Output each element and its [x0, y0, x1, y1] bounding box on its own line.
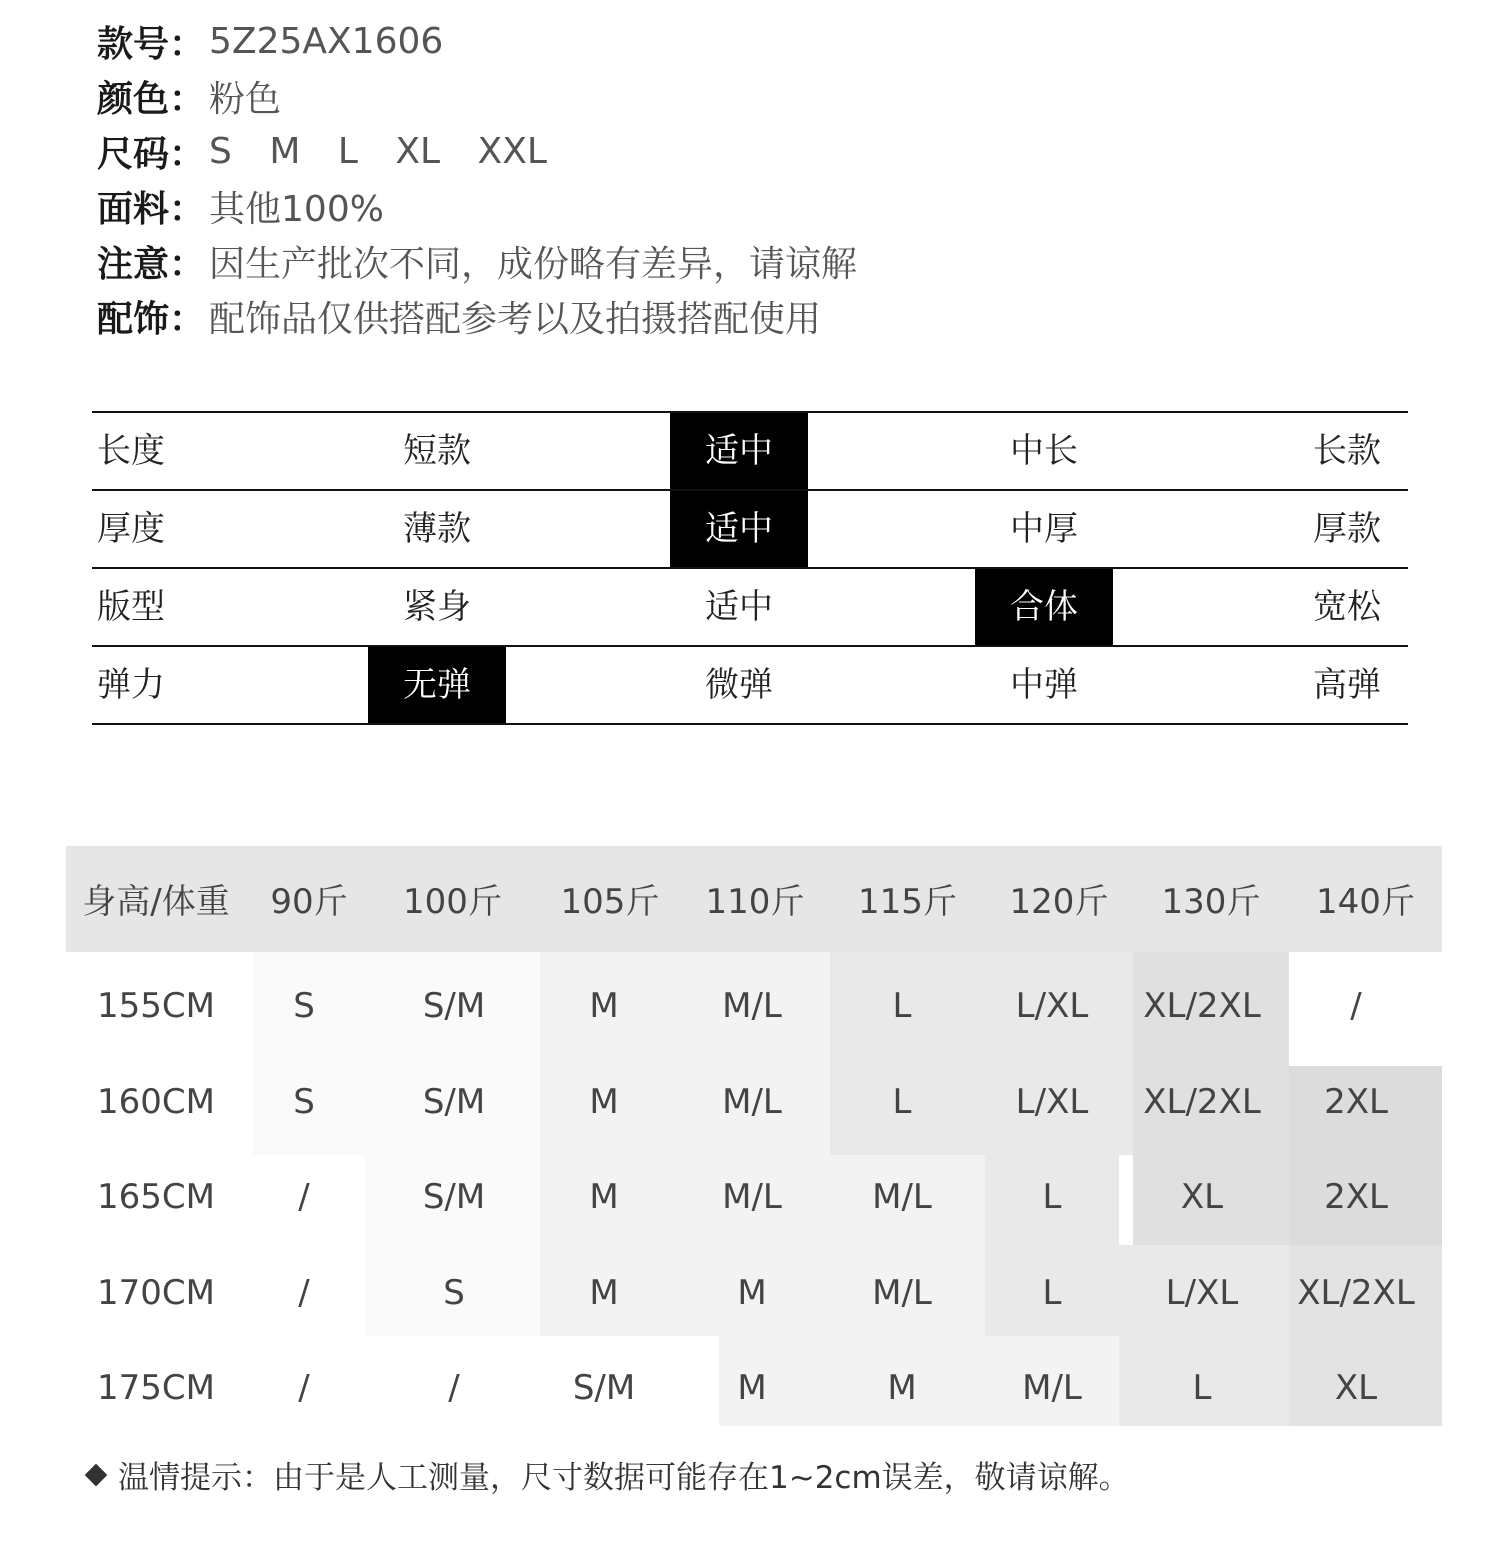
- size-cell: S/M: [422, 986, 486, 1026]
- attribute-option: 短款: [403, 431, 471, 471]
- info-note: [97, 234, 857, 289]
- size-cell: L: [1042, 1177, 1062, 1218]
- diamond-icon: [85, 1463, 108, 1486]
- size-cell: M/L: [872, 1177, 932, 1218]
- attribute-option: 紧身: [403, 587, 471, 627]
- attribute-option: 中厚: [1010, 509, 1078, 549]
- size-cell: M/L: [722, 1177, 782, 1218]
- size-cell: L: [892, 1081, 912, 1122]
- attribute-option-selected: 无弹: [368, 647, 506, 723]
- size-chart: [66, 846, 1442, 1420]
- info-accessory: [97, 289, 857, 344]
- size-cell: M: [589, 1177, 619, 1218]
- size-cell: 2XL: [1324, 1081, 1388, 1122]
- size-cell: /: [298, 1368, 310, 1409]
- attribute-option: 宽松: [1313, 587, 1381, 627]
- header-weight: 120斤: [1009, 882, 1109, 922]
- info-size: [97, 124, 857, 179]
- size-cell: L: [1042, 1272, 1062, 1313]
- size-cell: M: [589, 1081, 619, 1122]
- size-cell: S: [293, 986, 315, 1026]
- attribute-table: [92, 411, 1408, 725]
- tip-text: 温情提示：由于是人工测量，尺寸数据可能存在1~2cm误差，敬请谅解。: [118, 1460, 1130, 1496]
- size-cell: M: [737, 1368, 767, 1409]
- table-row: [66, 1052, 1442, 1147]
- size-cell: M/L: [872, 1272, 932, 1313]
- row-height: 165CM: [97, 1177, 215, 1218]
- row-height: 170CM: [97, 1272, 215, 1313]
- color-value: 粉色: [209, 79, 282, 120]
- size-cell: /: [298, 1177, 310, 1218]
- note-value: 因生产批次不同，成份略有差异，请谅解: [209, 244, 858, 285]
- size-cell: M/L: [722, 1081, 782, 1122]
- attribute-option-selected: 适中: [670, 413, 808, 489]
- tip: [84, 1452, 1130, 1497]
- attribute-option: 厚款: [1313, 509, 1381, 549]
- info-fabric: [97, 179, 857, 234]
- table-row: [66, 1338, 1442, 1433]
- attribute-label: 版型: [97, 587, 165, 627]
- size-cell: /: [298, 1272, 310, 1313]
- size-cell: S/M: [422, 1081, 486, 1122]
- attribute-label: 长度: [97, 431, 165, 471]
- size-cell: S: [443, 1272, 465, 1313]
- size-cell: S/M: [422, 1177, 486, 1218]
- table-row: [66, 956, 1442, 1051]
- header-weight: 110斤: [705, 882, 805, 922]
- size-cell: M: [589, 1272, 619, 1313]
- size-cell: XL: [1180, 1177, 1224, 1218]
- size-label: 尺码：: [97, 134, 206, 175]
- size-cell: M/L: [722, 986, 782, 1026]
- size-option: S: [209, 131, 232, 172]
- size-cell: L/XL: [1015, 986, 1089, 1026]
- style-no-label: 款号：: [97, 24, 206, 65]
- attribute-option: 中长: [1010, 431, 1078, 471]
- size-cell: L/XL: [1015, 1081, 1089, 1122]
- header-weight: 100斤: [403, 882, 502, 922]
- size-option: XL: [395, 131, 441, 172]
- header-weight: 90斤: [270, 882, 348, 922]
- accessory-label: 配饰：: [97, 299, 206, 340]
- size-chart-body: [66, 952, 1442, 1420]
- note-label: 注意：: [97, 244, 206, 285]
- size-cell: S/M: [572, 1368, 636, 1409]
- size-cell: XL/2XL: [1297, 1272, 1415, 1313]
- size-cell: XL: [1334, 1368, 1378, 1409]
- size-cell: S: [293, 1081, 315, 1122]
- attribute-row: [92, 491, 1408, 569]
- size-cell: XL/2XL: [1143, 1081, 1261, 1122]
- table-row: [66, 1147, 1442, 1242]
- size-cell: XL/2XL: [1143, 986, 1261, 1026]
- size-cell: /: [448, 1368, 460, 1409]
- size-cell: L: [892, 986, 912, 1026]
- size-cell: L: [1192, 1368, 1212, 1409]
- color-label: 颜色：: [97, 79, 206, 120]
- attribute-row: [92, 413, 1408, 491]
- attribute-option: 微弹: [705, 665, 773, 705]
- size-cell: M: [887, 1368, 917, 1409]
- size-cell: 2XL: [1324, 1177, 1388, 1218]
- size-option: XXL: [477, 131, 547, 172]
- header-weight: 140斤: [1316, 882, 1415, 922]
- header-weight: 115斤: [858, 882, 957, 922]
- header-weight: 130斤: [1161, 882, 1261, 922]
- accessory-value: 配饰品仅供搭配参考以及拍摄搭配使用: [209, 299, 822, 340]
- info-color: [97, 69, 857, 124]
- style-no-value: 5Z25AX1606: [209, 21, 444, 62]
- header-height-weight: 身高/体重: [82, 882, 230, 922]
- row-height: 160CM: [97, 1081, 215, 1122]
- size-cell: /: [1350, 986, 1362, 1026]
- attribute-label: 厚度: [97, 509, 165, 549]
- size-option: M: [269, 131, 301, 172]
- size-cell: M/L: [1022, 1368, 1082, 1409]
- row-height: 175CM: [97, 1368, 215, 1409]
- attribute-option: 高弹: [1313, 665, 1381, 705]
- size-values: [209, 131, 573, 172]
- product-info: [97, 14, 857, 344]
- attribute-option-selected: 合体: [975, 569, 1113, 645]
- size-chart-header: [66, 846, 1442, 952]
- size-cell: L/XL: [1165, 1272, 1239, 1313]
- attribute-option: 中弹: [1010, 665, 1078, 705]
- attribute-row: [92, 647, 1408, 725]
- info-style-no: [97, 14, 857, 69]
- size-cell: M: [589, 986, 619, 1026]
- attribute-label: 弹力: [97, 665, 165, 705]
- attribute-option: 长款: [1313, 431, 1381, 471]
- fabric-value: 其他100%: [209, 189, 384, 230]
- attribute-option: 薄款: [403, 509, 471, 549]
- row-height: 155CM: [97, 986, 215, 1026]
- attribute-option-selected: 适中: [670, 491, 808, 567]
- size-option: L: [337, 131, 358, 172]
- attribute-row: [92, 569, 1408, 647]
- table-row: [66, 1243, 1442, 1338]
- fabric-label: 面料：: [97, 189, 206, 230]
- header-weight: 105斤: [560, 882, 660, 922]
- attribute-option: 适中: [705, 587, 773, 627]
- size-cell: M: [737, 1272, 767, 1313]
